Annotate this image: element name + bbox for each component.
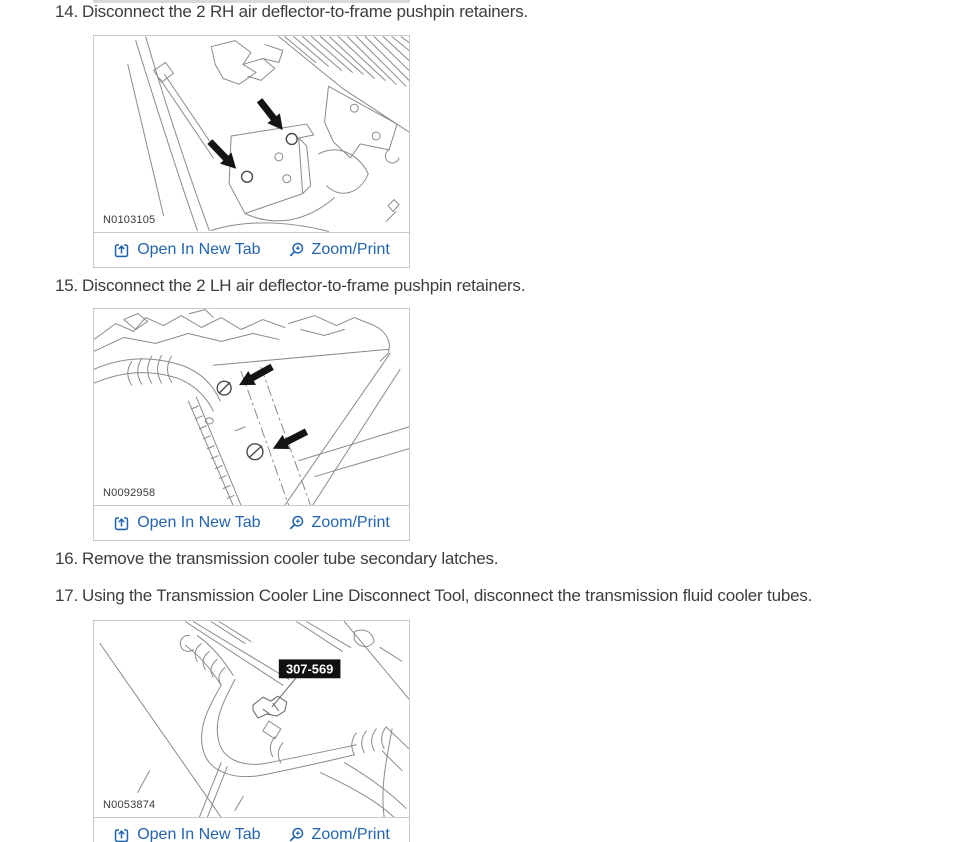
zoom-print-link[interactable]	[287, 826, 390, 842]
open-in-new-tab-icon	[113, 515, 130, 532]
step-item-14	[0, 2, 900, 22]
figure-caption: N0103105	[103, 214, 156, 226]
step-number: 16.	[55, 549, 79, 568]
figure-caption: N0053874	[103, 799, 156, 811]
open-in-new-tab-link[interactable]	[113, 826, 260, 842]
step-number: 15.	[55, 276, 79, 295]
zoom-print-link[interactable]	[287, 241, 390, 259]
step-text: Disconnect the 2 RH air deflector-to-frame pushpin retainers.	[82, 2, 529, 21]
disconnect-tool	[253, 678, 296, 718]
pushpin-retainers	[217, 381, 263, 460]
zoom-plus-icon	[287, 514, 305, 532]
step-number: 17.	[55, 586, 79, 605]
zoom-print-label: Zoom/Print	[311, 826, 390, 842]
step-item-17	[0, 586, 900, 606]
step-item-16	[0, 549, 900, 569]
zoom-print-label: Zoom/Print	[311, 514, 390, 531]
figure-caption: N0092958	[103, 487, 156, 499]
open-in-new-tab-label: Open In New Tab	[137, 826, 261, 842]
zoom-print-label: Zoom/Print	[311, 241, 390, 258]
figure-image-cooler-tube-tool	[94, 621, 409, 818]
step-text: Using the Transmission Cooler Line Disconnect Tool, disconnect the transmission fluid cooler tubes.	[82, 586, 813, 605]
open-in-new-tab-link[interactable]	[113, 514, 260, 532]
open-in-new-tab-label: Open In New Tab	[137, 514, 261, 531]
zoom-print-link[interactable]	[287, 514, 390, 532]
figure-image-lh-air-deflector	[94, 309, 409, 506]
diagram-cooler-tube-tool	[94, 621, 409, 818]
open-in-new-tab-label: Open In New Tab	[137, 241, 261, 258]
pointer-arrows	[204, 95, 289, 174]
part-number-label: 307-569	[285, 661, 334, 677]
figure-panel-3	[93, 620, 410, 842]
part-number-callout	[279, 659, 341, 678]
zoom-plus-icon	[287, 826, 305, 842]
step-item-15	[0, 276, 900, 296]
step-text: Remove the transmission cooler tube secondary latches.	[82, 549, 499, 568]
figure-toolbar	[94, 506, 409, 540]
diagram-rh-air-deflector	[94, 36, 409, 233]
figure-panel-2	[93, 308, 410, 541]
figure-panel-1	[93, 35, 410, 268]
step-text: Disconnect the 2 LH air deflector-to-frame pushpin retainers.	[82, 276, 526, 295]
figure-image-rh-air-deflector	[94, 36, 409, 233]
open-in-new-tab-icon	[113, 827, 130, 842]
open-in-new-tab-icon	[113, 242, 130, 259]
pointer-arrows	[235, 360, 310, 456]
figure-toolbar	[94, 818, 409, 842]
zoom-plus-icon	[287, 241, 305, 259]
figure-toolbar	[94, 233, 409, 267]
step-number: 14.	[55, 2, 79, 21]
open-in-new-tab-link[interactable]	[113, 241, 260, 259]
diagram-lh-air-deflector	[94, 309, 409, 506]
